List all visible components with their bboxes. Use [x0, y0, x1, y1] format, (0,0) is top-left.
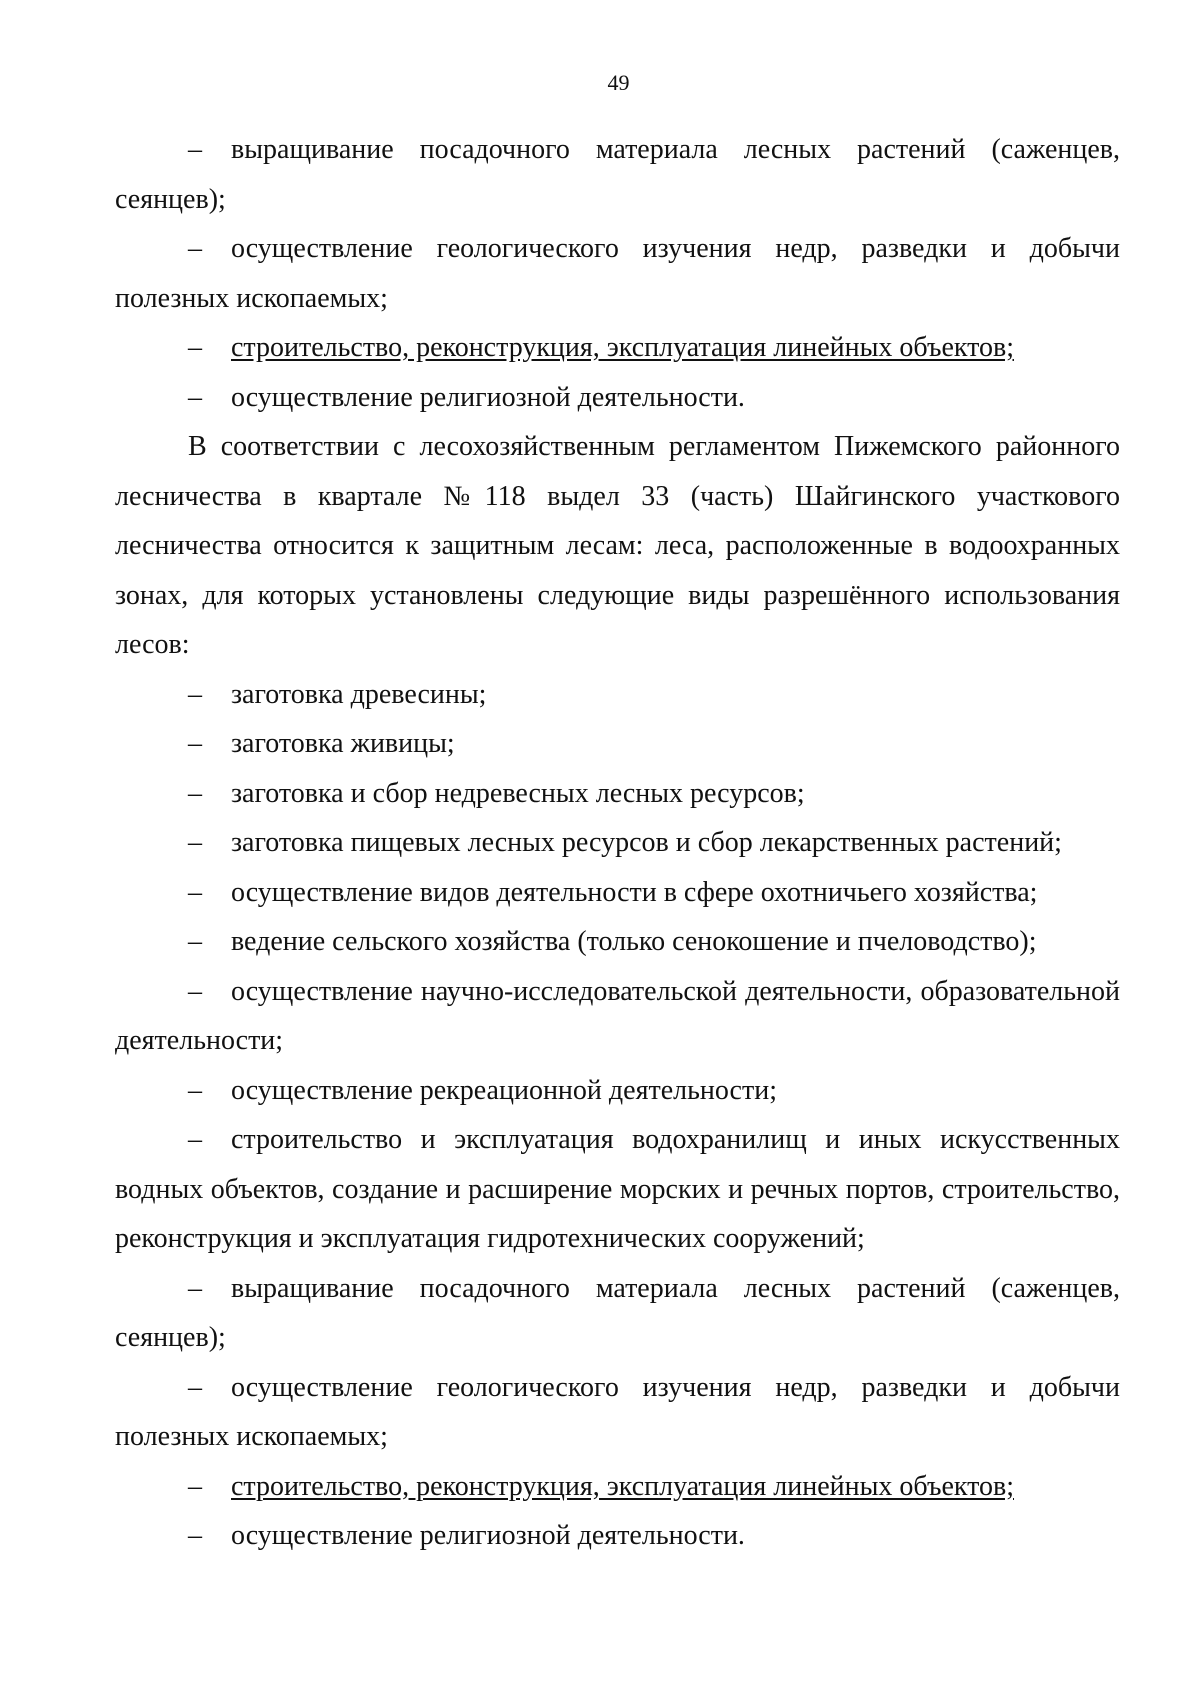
list-item-text: осуществление геологического изучения недр, разведки и добычи полезных ископаемых;	[115, 1371, 1120, 1452]
list-dash: –	[188, 1124, 202, 1155]
list-item-text: осуществление рекреационной деятельности;	[231, 1074, 777, 1106]
list-dash: –	[188, 876, 202, 908]
list-item	[115, 818, 1120, 868]
list-dash: –	[188, 678, 202, 710]
list-item-text: выращивание посадочного материала лесных растений (саженцев, сеянцев);	[115, 1272, 1120, 1353]
list-item-text: осуществление религиозной деятельности.	[231, 381, 745, 413]
list-dash: –	[188, 1470, 202, 1502]
list-item-text: осуществление геологического изучения недр, разведки и добычи полезных ископаемых;	[115, 233, 1120, 314]
page-content	[115, 125, 1120, 1561]
list-dash: –	[188, 827, 202, 858]
list-item	[115, 917, 1120, 967]
list-item-text: ведение сельского хозяйства (только сенокошение и пчеловодство);	[231, 926, 1037, 957]
list-dash: –	[188, 777, 202, 809]
list-item	[115, 373, 1120, 423]
list-dash: –	[188, 728, 202, 759]
list-dash: –	[188, 332, 202, 363]
list-item-text: осуществление видов деятельности в сфере охотничьего хозяйства;	[231, 876, 1038, 908]
list-dash: –	[188, 975, 202, 1007]
list-item	[115, 323, 1120, 373]
list-item-text: строительство, реконструкция, эксплуатация линейных объектов;	[231, 332, 1014, 363]
list-item	[115, 670, 1120, 720]
list-item	[115, 868, 1120, 918]
list-dash: –	[188, 1272, 202, 1304]
list-dash: –	[188, 1520, 202, 1551]
list-item-text: заготовка и сбор недревесных лесных ресурсов;	[231, 777, 805, 809]
list-item-text: осуществление научно-исследовательской деятельности, образовательной деятельности;	[115, 975, 1120, 1056]
list-item	[115, 1363, 1120, 1462]
list-dash: –	[188, 926, 202, 957]
list-dash: –	[188, 1074, 202, 1106]
list-item	[115, 1511, 1120, 1561]
list-item	[115, 1462, 1120, 1512]
list-item-text: заготовка живицы;	[231, 728, 455, 759]
permitted-uses-list-top	[115, 125, 1120, 422]
regulation-paragraph: В соответствии с лесохозяйственным регламентом Пижемского районного лесничества в квартале №118 выдел 33 (часть) Шайгинского участкового лесничества относится к защитным лесам: леса, расположенные в водоохранных зонах, для которых установлены следующие виды разрешённого использования лесов:	[115, 431, 1120, 660]
list-item-text: выращивание посадочного материала лесных растений (саженцев, сеянцев);	[115, 134, 1120, 215]
list-item	[115, 1066, 1120, 1116]
list-dash: –	[188, 381, 202, 413]
list-dash: –	[188, 233, 202, 264]
list-item	[115, 769, 1120, 819]
list-item	[115, 719, 1120, 769]
list-item	[115, 967, 1120, 1066]
list-item	[115, 224, 1120, 323]
list-item	[115, 1264, 1120, 1363]
list-item-text: строительство и эксплуатация водохранилищ и иных искусственных водных объектов, создание и расширение морских и речных портов, строительство, реконструкция и эксплуатация гидротехнических сооружений;	[115, 1124, 1120, 1254]
list-item-text: осуществление религиозной деятельности.	[231, 1520, 745, 1551]
page-number: 49	[607, 70, 630, 95]
list-dash: –	[188, 1371, 202, 1403]
list-item-text: заготовка древесины;	[231, 678, 487, 710]
list-item	[115, 1115, 1120, 1264]
list-item-text: строительство, реконструкция, эксплуатация линейных объектов;	[231, 1470, 1014, 1502]
list-item	[115, 125, 1120, 224]
list-item-text: заготовка пищевых лесных ресурсов и сбор лекарственных растений;	[231, 827, 1062, 858]
list-dash: –	[188, 134, 202, 165]
permitted-uses-list-bottom	[115, 670, 1120, 1561]
